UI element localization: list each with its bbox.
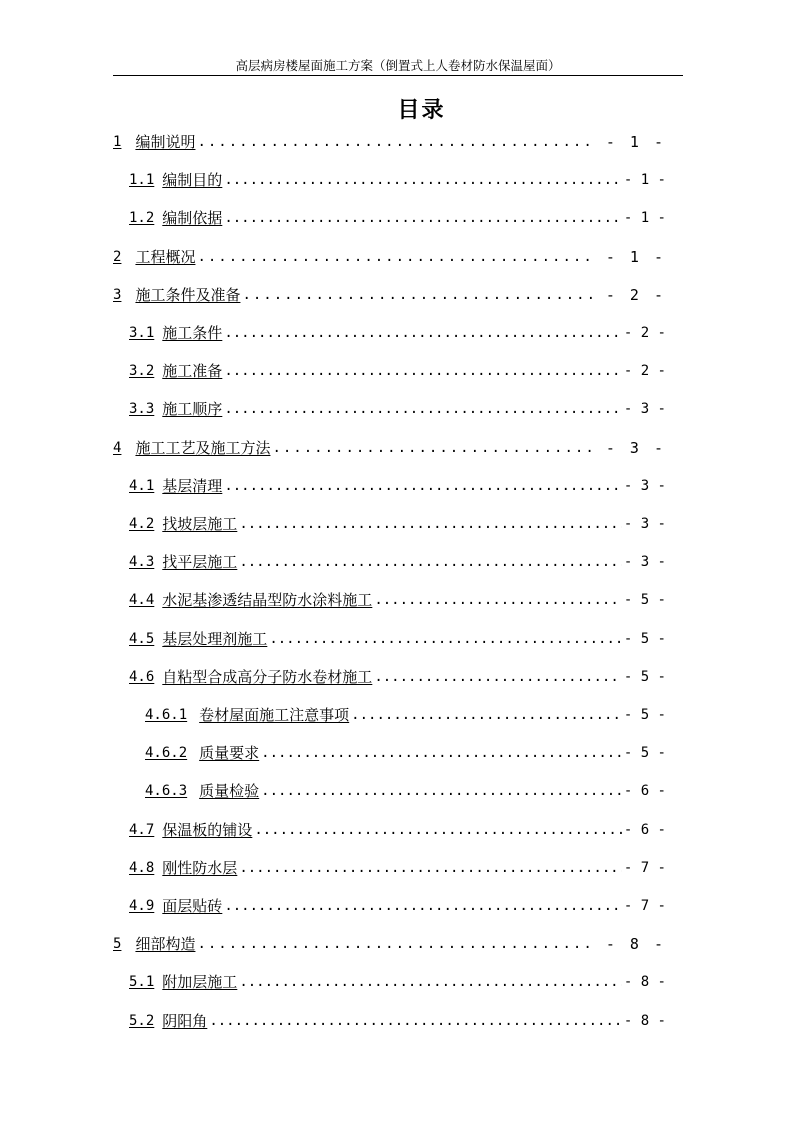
toc-entry-page: - 8 - (623, 1012, 666, 1029)
toc-entry-title[interactable]: 卷材屋面施工注意事项 (199, 706, 350, 724)
toc-entry-number[interactable]: 4.9 (129, 898, 155, 914)
toc-dot-leader (224, 399, 622, 419)
toc-entry-number[interactable]: 3 (113, 286, 122, 303)
toc-entry[interactable] (129, 970, 666, 992)
toc-dot-leader (261, 781, 622, 801)
toc-entry[interactable] (129, 474, 666, 496)
toc-entry-number[interactable]: 1.2 (129, 210, 155, 227)
toc-entry-page: - 3 - (623, 477, 666, 494)
toc-entry-number[interactable]: 3.1 (129, 325, 155, 341)
toc-dot-leader (254, 820, 622, 840)
toc-entry-page: - 3 - (623, 516, 666, 532)
toc-entry-number[interactable]: 4.3 (129, 554, 155, 571)
toc-entry-title[interactable]: 编制说明 (135, 133, 196, 151)
toc-entry-number[interactable]: 4.2 (129, 516, 155, 532)
toc-title: 目录 (397, 98, 446, 123)
toc-entry-title[interactable]: 阴阳角 (162, 1011, 208, 1030)
toc-entry-title[interactable]: 基层处理剂施工 (162, 629, 268, 648)
toc-entry-title[interactable]: 编制目的 (162, 171, 223, 190)
toc-entry[interactable] (113, 283, 666, 305)
toc-entry-title[interactable]: 质量要求 (199, 744, 260, 763)
toc-entry-page: - 2 - (605, 285, 666, 304)
toc-dot-leader (239, 972, 622, 992)
toc-entry[interactable] (129, 818, 666, 840)
toc-entry-page: - 2 - (623, 325, 666, 341)
toc-entry[interactable] (129, 856, 666, 878)
toc-entry-title[interactable]: 面层贴砖 (162, 897, 223, 915)
toc-entry-title[interactable]: 施工条件及准备 (135, 285, 241, 304)
toc-entry-number[interactable]: 4.6.2 (145, 745, 188, 762)
toc-dot-leader (197, 132, 591, 152)
toc-dot-leader (374, 667, 622, 687)
toc-entry[interactable] (113, 436, 666, 458)
toc-entry-number[interactable]: 3.3 (129, 401, 155, 418)
toc-entry-page: - 1 - (605, 133, 666, 151)
page-header: 高层病房楼屋面施工方案（倒置式上人卷材防水保温屋面） (235, 58, 561, 73)
toc-entry[interactable] (113, 245, 666, 267)
toc-entry-page: - 6 - (623, 783, 666, 800)
toc-dot-leader (269, 629, 622, 649)
toc-entry[interactable] (129, 894, 666, 916)
toc-entry-page: - 5 - (623, 707, 666, 723)
header-divider (113, 75, 683, 76)
toc-dot-leader (239, 552, 622, 572)
toc-dot-leader (197, 247, 591, 267)
toc-entry-title[interactable]: 保温板的铺设 (162, 820, 253, 839)
toc-entry-number[interactable]: 4.8 (129, 859, 155, 876)
toc-entry-page: - 5 - (623, 668, 666, 685)
toc-entry[interactable] (129, 359, 666, 381)
toc-entry-number[interactable]: 3.2 (129, 363, 155, 380)
toc-dot-leader (224, 476, 622, 496)
toc-entry-page: - 1 - (623, 172, 666, 189)
toc-entry-title[interactable]: 施工顺序 (162, 400, 223, 419)
toc-entry-title[interactable]: 施工准备 (162, 362, 223, 381)
toc-entry-number[interactable]: 5 (113, 936, 122, 953)
toc-entry-title[interactable]: 找坡层施工 (162, 515, 238, 533)
toc-entry-title[interactable]: 工程概况 (135, 247, 196, 266)
toc-entry-number[interactable]: 5.1 (129, 974, 155, 991)
toc-entry-title[interactable]: 细部构造 (135, 935, 196, 954)
toc-entry-title[interactable]: 自粘型合成高分子防水卷材施工 (162, 667, 373, 686)
toc-entry-title[interactable]: 附加层施工 (162, 973, 238, 992)
toc-entry-page: - 5 - (623, 630, 666, 647)
toc-entry-page: - 8 - (605, 935, 666, 954)
toc-entry[interactable] (129, 627, 666, 649)
toc-entry-page: - 1 - (623, 210, 666, 227)
toc-dot-leader (374, 590, 622, 610)
toc-dot-leader (224, 208, 622, 228)
toc-entry[interactable] (145, 779, 666, 801)
toc-entry[interactable] (129, 1009, 666, 1031)
toc-entry-page: - 8 - (623, 974, 666, 991)
toc-entry-number[interactable]: 4 (113, 439, 122, 456)
toc-entry-title[interactable]: 基层清理 (162, 476, 223, 495)
toc-entry-number[interactable]: 4.6.3 (145, 783, 188, 800)
toc-dot-leader (261, 743, 622, 763)
toc-entry-title[interactable]: 施工工艺及施工方法 (135, 438, 271, 457)
toc-entry-title[interactable]: 施工条件 (162, 324, 223, 342)
toc-entry-number[interactable]: 4.6 (129, 668, 155, 685)
toc-entry[interactable] (129, 397, 666, 419)
toc-dot-leader (239, 858, 622, 878)
toc-dot-leader (351, 705, 622, 725)
toc-entry-page: - 3 - (605, 438, 666, 457)
toc-entry-title[interactable]: 水泥基渗透结晶型防水涂料施工 (162, 591, 373, 610)
toc-entry-page: - 6 - (623, 821, 666, 838)
toc-entry-number[interactable]: 4.5 (129, 630, 155, 647)
toc-entry-page: - 1 - (605, 247, 666, 266)
toc-entry[interactable] (129, 512, 666, 534)
toc-entry-page: - 7 - (623, 898, 666, 914)
toc-entry-page: - 3 - (623, 554, 666, 571)
toc-entry[interactable] (145, 703, 666, 725)
toc-entry-number[interactable]: 1 (113, 134, 122, 150)
toc-entry-title[interactable]: 找平层施工 (162, 553, 238, 572)
toc-entry[interactable] (113, 130, 666, 152)
toc-entry[interactable] (129, 321, 666, 343)
toc-dot-leader (224, 170, 622, 190)
toc-entry-page: - 5 - (623, 745, 666, 762)
toc-entry-title[interactable]: 编制依据 (162, 209, 223, 228)
toc-entry-page: - 2 - (623, 363, 666, 380)
toc-entry-number[interactable]: 5.2 (129, 1012, 155, 1029)
toc-dot-leader (197, 934, 591, 954)
toc-entry-page: - 7 - (623, 859, 666, 876)
toc-entry[interactable] (129, 206, 666, 228)
toc-entry[interactable] (129, 550, 666, 572)
toc-dot-leader (239, 514, 622, 534)
toc-entry-number[interactable]: 4.6.1 (145, 707, 188, 723)
toc-entry[interactable] (145, 741, 666, 763)
toc-entry[interactable] (113, 932, 666, 954)
toc-entry-title[interactable]: 刚性防水层 (162, 858, 238, 877)
toc-dot-leader (224, 361, 622, 381)
toc-dot-leader (224, 896, 622, 916)
toc-entry[interactable] (129, 168, 666, 190)
toc-entry-number[interactable]: 4.7 (129, 821, 155, 838)
toc-entry-number[interactable]: 1.1 (129, 172, 155, 189)
toc-entry-number[interactable]: 4.4 (129, 592, 155, 609)
toc-dot-leader (209, 1011, 622, 1031)
toc-entry-number[interactable]: 2 (113, 248, 122, 265)
toc-entry[interactable] (129, 665, 666, 687)
toc-entry-number[interactable]: 4.1 (129, 477, 155, 494)
toc-entry-title[interactable]: 质量检验 (199, 782, 260, 801)
toc-entry[interactable] (129, 588, 666, 610)
toc-entry-page: - 5 - (623, 592, 666, 609)
toc-entry-page: - 3 - (623, 401, 666, 418)
toc-dot-leader (224, 323, 622, 343)
toc-dot-leader (242, 285, 591, 305)
toc-dot-leader (272, 438, 591, 458)
